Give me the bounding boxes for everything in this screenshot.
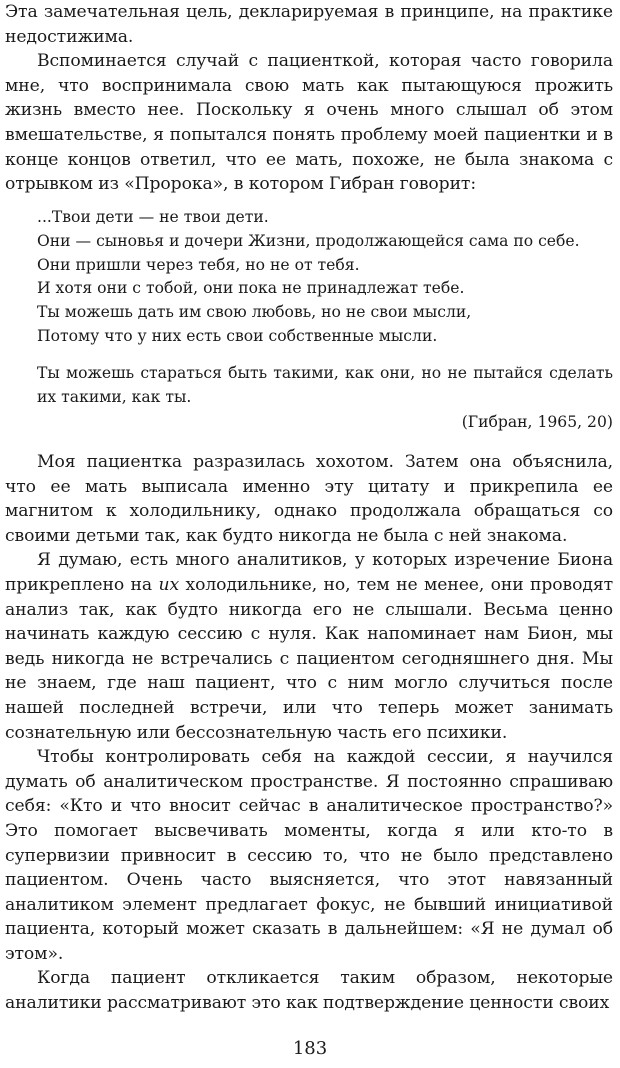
paragraph-analytic-space: Чтобы контролировать себя на каждой сессии, я научился думать об аналитическом пространстве. Я постоянно спрашиваю себя: «Кто и что вносит сейчас в аналитическое пространство?» Это помогает высвечивать моменты, когда я или кто-то в супервизии привносит в сессию то, что не было представлено пациентом. Очень часто выясняется, что этот навязанный аналитиком элемент предлагает фокус, не бывший инициативой пациента, который может сказать в дальнейшем: «Я не думал об этом». bbox=[5, 747, 613, 964]
main-section bbox=[5, 450, 613, 1016]
emphasis-text: их bbox=[158, 574, 180, 595]
paragraph-laughter: Моя пациентка разразилась хохотом. Затем она объяснила, что ее мать выписала именно эту цитату и прикрепила ее магнитом к холодильнику, однако продолжала обращаться со своими детьми так, как будто никогда не была с ней знакома. bbox=[5, 452, 613, 546]
quote-line: ...Твои дети — не твои дети. bbox=[37, 208, 269, 226]
quote-stanza-2: Ты можешь стараться быть такими, как они, но не пытайся сделать их такими, как ты. bbox=[37, 363, 613, 406]
text-segment: холодильнике, но, тем не менее, они проводят анализ так, как будто никогда его не слышали. Весьма ценно начинать каждую сессию с нуля. Как напоминает нам Бион, мы ведь никогда не встречались с пациентом сегодняшнего дня. Мы не знаем, где наш пациент, что с ним могло случиться после нашей последней встречи, или что теперь может занимать сознательную или бессознательную часть его психики. bbox=[5, 574, 614, 743]
page-number: 183 bbox=[292, 1038, 328, 1059]
intro-section bbox=[5, 0, 613, 197]
quote-line: Они пришли через тебя, но не от тебя. bbox=[37, 255, 360, 274]
paragraph-continuation: Эта замечательная цель, декларируемая в принципе, на практике недостижима. bbox=[5, 2, 613, 47]
quote-citation: (Гибран, 1965, 20) bbox=[461, 413, 613, 432]
quote-line: Ты можешь дать им свою любовь, но не свои мысли, bbox=[37, 303, 472, 322]
quote-stanza-1 bbox=[37, 206, 613, 349]
paragraph-patient-case: Вспоминается случай с пациенткой, которая часто говорила мне, что воспринимала свою мать как пытающуюся прожить жизнь вместо нее. Поскольку я очень много слышал об этом вмешательстве, я попытался понять проблему моей пациентки и в конце концов ответил, что ее мать, похоже, не была знакома с отрывком из «Пророка», в котором Гибран говорит: bbox=[5, 51, 613, 195]
paragraph-patient-response: Когда пациент откликается таким образом, некоторые аналитики рассматривают это как подтверждение ценности своих bbox=[5, 968, 613, 1014]
quote-line: Они — сыновья и дочери Жизни, продолжающейся сама по себе. bbox=[37, 231, 580, 250]
paragraph-analysts bbox=[5, 548, 613, 745]
quote-line: Потому что у них есть свои собственные мысли. bbox=[37, 326, 438, 345]
text-segment: Я думаю, есть много аналитиков, у которых изречение Биона прикреплено на bbox=[5, 550, 613, 595]
gibran-quote bbox=[37, 206, 613, 435]
quote-line: И хотя они с тобой, они пока не принадлежат тебе. bbox=[37, 279, 465, 298]
